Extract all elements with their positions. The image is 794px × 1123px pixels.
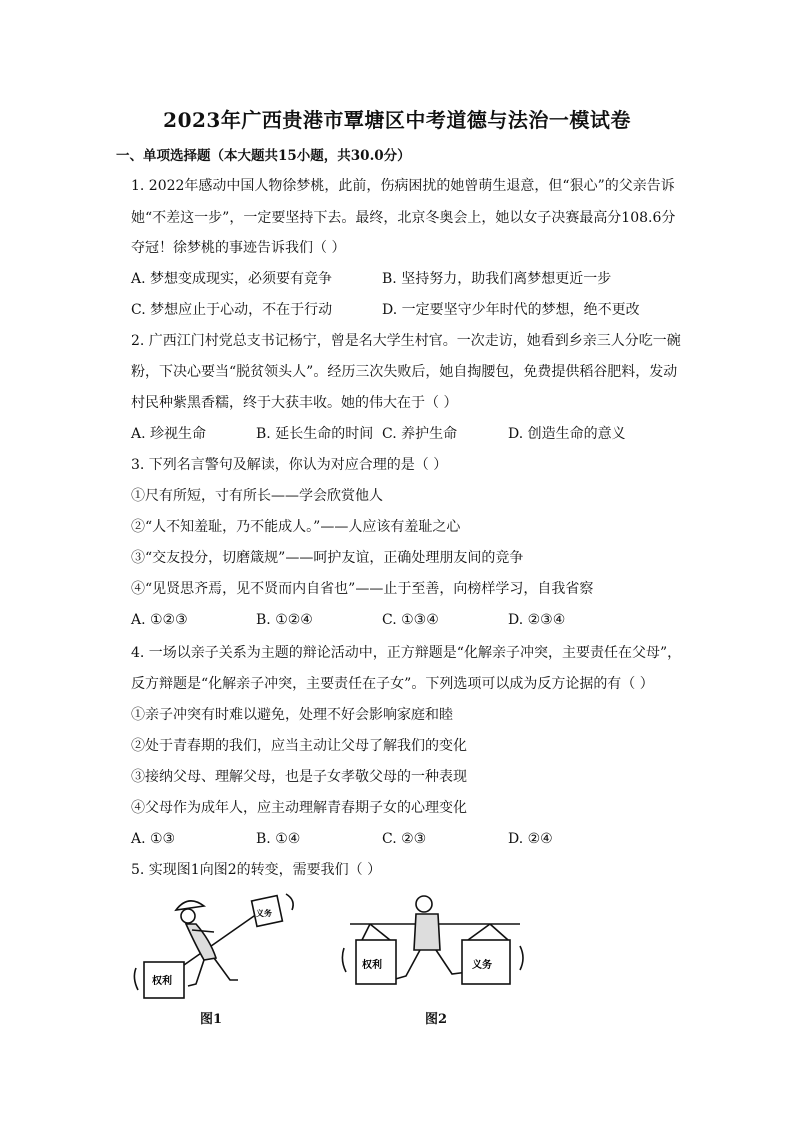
fig1-right-box-label: 义务: [256, 909, 272, 918]
fig1-left-box-label: 权利: [152, 976, 172, 987]
figure-1-label: 图1: [200, 1012, 223, 1027]
q1-line-3: 夺冠！徐梦桃的事迹告诉我们（ ）: [131, 240, 346, 256]
q4-statement-3: ③接纳父母、理解父母，也是子女孝敬父母的一种表现: [131, 769, 467, 785]
q4-statement-1: ①亲子冲突有时难以避免，处理不好会影响家庭和睦: [131, 707, 453, 723]
q3-statement-2: ②“人不知羞耻，乃不能成人。”——人应该有羞耻之心: [131, 519, 461, 535]
q4-option-c: C. ②③: [382, 831, 427, 847]
q4-statement-2: ②处于青春期的我们，应当主动让父母了解我们的变化: [131, 738, 467, 754]
q2-option-a: A. 珍视生命: [131, 426, 207, 442]
q4-statement-4: ④父母作为成年人，应主动理解青春期子女的心理变化: [131, 800, 467, 816]
q5-line-1: 5. 实现图1向图2的转变，需要我们（ ）: [131, 862, 382, 878]
q3-statement-4: ④“见贤思齐焉，见不贤而内自省也”——止于至善，向榜样学习，自我省察: [131, 581, 594, 597]
figure-2-illustration: [340, 888, 530, 1006]
q3-option-b: B. ①②④: [256, 612, 313, 628]
figure-1-illustration: [126, 888, 302, 1006]
q4-line-2: 反方辩题是“化解亲子冲突，主要责任在子女”。下列选项可以成为反方论据的有（ ）: [131, 676, 654, 692]
q2-option-d: D. 创造生命的意义: [508, 426, 626, 442]
q2-option-c: C. 养护生命: [382, 426, 458, 442]
q3-option-a: A. ①②③: [131, 612, 188, 628]
q4-line-1: 4. 一场以亲子关系为主题的辩论活动中，正方辩题是“化解亲子冲突，主要责任在父母”，: [131, 645, 682, 661]
q2-option-b: B. 延长生命的时间: [256, 426, 374, 442]
q1-option-a: A. 梦想变成现实，必须要有竞争: [131, 271, 333, 287]
q1-option-d: D. 一定要坚守少年时代的梦想，绝不更改: [382, 302, 640, 318]
q4-option-d: D. ②④: [508, 831, 553, 847]
q3-line-1: 3. 下列名言警句及解读，你认为对应合理的是（ ）: [131, 457, 448, 473]
q1-option-b: B. 坚持努力，助我们离梦想更近一步: [382, 271, 612, 287]
q1-line-2: 她“不差这一步”，一定要坚持下去。最终，北京冬奥会上，她以女子决赛最高分108.6分: [131, 210, 676, 226]
q2-line-1: 2. 广西江门村党总支书记杨宁，曾是名大学生村官。一次走访，她看到乡亲三人分吃一碗: [131, 333, 681, 349]
q2-line-2: 粉，下决心要当“脱贫领头人”。经历三次失败后，她自掏腰包，免费提供稻谷肥料，发动: [131, 364, 678, 380]
q2-line-3: 村民种紫黑香糯，终于大获丰收。她的伟大在于（ ）: [131, 395, 458, 411]
q3-statement-3: ③“交友投分，切磨箴规”——呵护友谊，正确处理朋友间的竞争: [131, 550, 524, 566]
q3-statement-1: ①尺有所短，寸有所长——学会欣赏他人: [131, 488, 383, 504]
page-title: 2023年广西贵港市覃塘区中考道德与法治一模试卷: [163, 108, 631, 132]
section-heading: 一、单项选择题（本大题共15小题，共30.0分）: [116, 148, 411, 164]
figure-2-label: 图2: [425, 1012, 448, 1027]
fig2-right-box-label: 义务: [472, 960, 492, 971]
q1-line-1: 1. 2022年感动中国人物徐梦桃，此前，伤病困扰的她曾萌生退意，但“狠心”的父亲告诉: [131, 178, 675, 194]
q1-option-c: C. 梦想应止于心动，不在于行动: [131, 302, 333, 318]
q3-option-c: C. ①③④: [382, 612, 439, 628]
q3-option-d: D. ②③④: [508, 612, 566, 628]
q4-option-b: B. ①④: [256, 831, 301, 847]
q4-option-a: A. ①③: [131, 831, 176, 847]
fig2-left-box-label: 权利: [362, 960, 382, 971]
